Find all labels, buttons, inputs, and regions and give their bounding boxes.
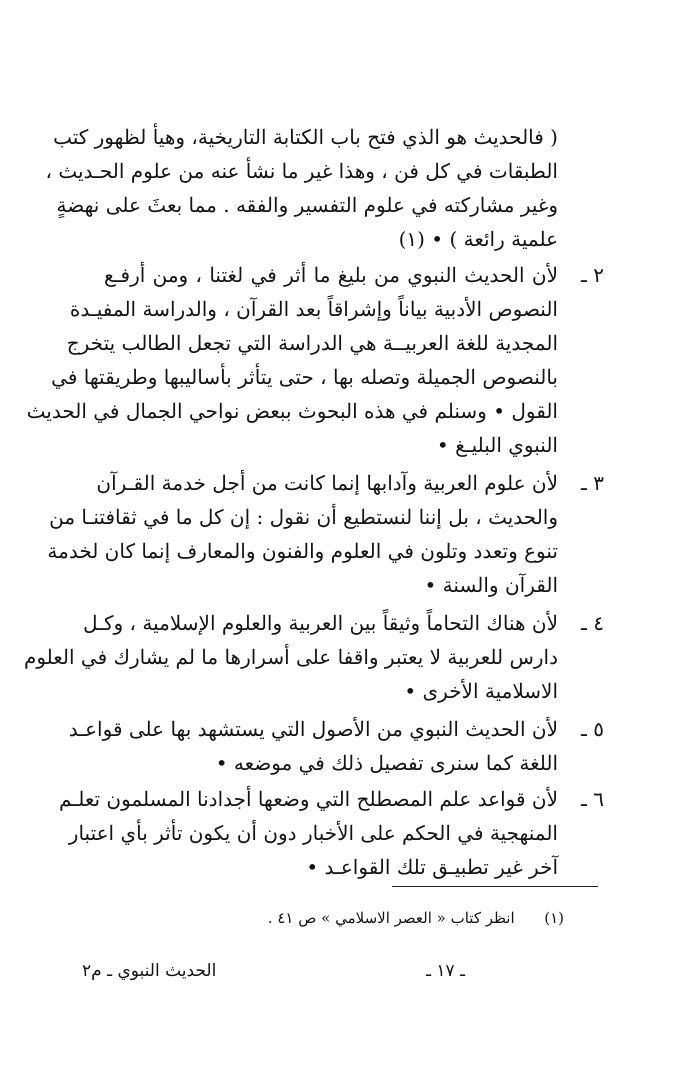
item-number: ٣ ـ	[581, 471, 604, 495]
item-number: ٤ ـ	[581, 611, 604, 635]
item-line: دارس للعربية لا يعتبر واقفا على أسرارها ما لم يشارك في العلوم	[23, 645, 558, 669]
item-line: تنوع وتعدد وتلون في العلوم والفنون والمعارف إنما كان لخدمة	[47, 539, 558, 563]
footnote	[268, 906, 564, 930]
item-line: آخر غير تطبيـق تلك القواعـد •	[306, 855, 558, 879]
item-line: اللغة كما سنرى تفصيل ذلك في موضعه •	[215, 751, 558, 775]
item-line: النبوي البليـغ •	[436, 433, 558, 457]
paragraph-line: ( فالحديث هو الذي فتح باب الكتابة التاريخية، وهيأ لظهور كتب	[53, 125, 558, 149]
footnote-divider	[392, 886, 598, 887]
item-line: لأن هناك التحاماً وثيقاً بين العربية والعلوم الإسلامية ، وكـل	[83, 611, 558, 635]
page-number: ـ ١٧ ـ	[425, 961, 465, 981]
item-line: المجدية للغة العربيــة هي الدراسة التي تجعل الطالب يتخرج	[66, 331, 558, 355]
item-line: لأن قواعد علم المصطلح التي وضعها أجدادنا المسلمون تعلـم	[59, 787, 558, 811]
item-line: بالنصوص الجميلة وتصله بها ، حتى يتأثر بأساليبها وطريقتها في	[51, 365, 558, 389]
footnote-text: انظر كتاب « العصر الاسلامي » ص ٤١ .	[267, 909, 515, 927]
item-number: ٢ ـ	[581, 263, 604, 287]
item-line: لأن الحديث النبوي من بليغ ما أثر في لغتنا ، ومن أرفـع	[104, 263, 558, 287]
paragraph-line: وغير مشاركته في علوم التفسير والفقه . مما بعثَ على نهضةٍ	[56, 193, 558, 217]
running-title: الحديث النبوي ـ م٢	[82, 961, 217, 981]
item-line: النصوص الأدبية بياناً وإشراقاً بعد القرآن ، والدراسة المفيـدة	[69, 297, 558, 321]
item-line: لأن علوم العربية وآدابها إنما كانت من أجل خدمة القـرآن	[96, 471, 558, 495]
item-line: لأن الحديث النبوي من الأصول التي يستشهد بها على قواعـد	[68, 717, 558, 741]
item-line: القرآن والسنة •	[424, 573, 558, 597]
paragraph-line: علمية رائعة ) • (١)	[398, 227, 558, 251]
item-line: المنهجية في الحكم على الأخبار دون أن يكون تأثر بأي اعتبار	[68, 821, 558, 845]
item-line: القول • وسنلم في هذه البحوث ببعض نواحي الجمال في الحديث	[26, 399, 558, 423]
paragraph-line: الطبقات في كل فن ، وهذا غير ما نشأ عنه من علوم الحـديث ،	[45, 159, 558, 183]
item-number: ٦ ـ	[581, 787, 604, 811]
item-line: الاسلامية الأخرى •	[404, 679, 558, 703]
item-number: ٥ ـ	[581, 717, 604, 741]
item-line: والحديث ، بل إننا لنستطيع أن نقول : إن كل ما في ثقافتنـا من	[49, 505, 558, 529]
footnote-marker: (١)	[544, 909, 564, 927]
